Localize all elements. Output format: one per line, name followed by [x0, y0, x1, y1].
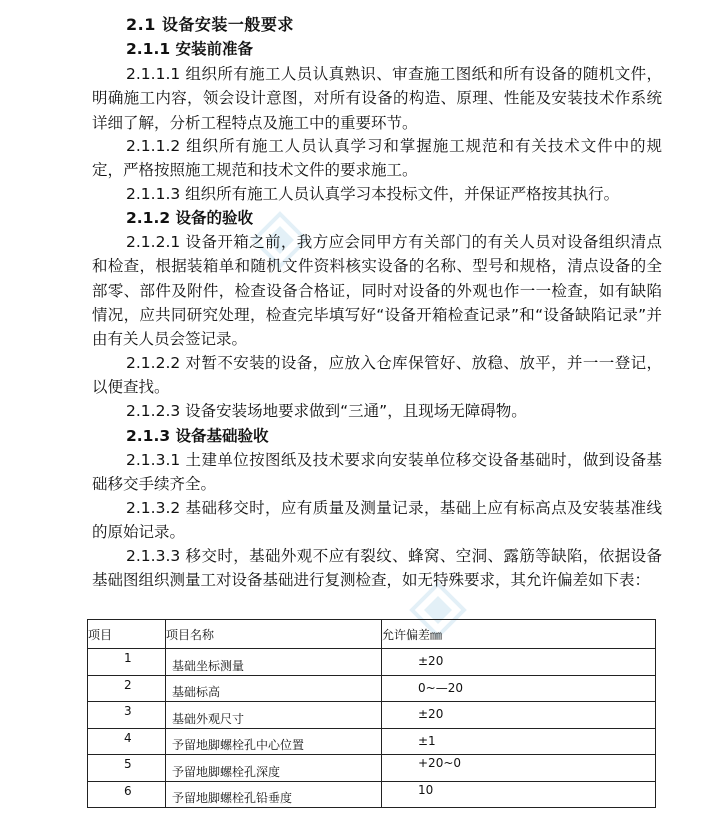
cell-value: [382, 675, 656, 702]
section-heading: 2.1 设备安装一般要求: [126, 15, 294, 34]
cell-no: [88, 755, 166, 782]
row-value: ±20: [418, 654, 444, 668]
paragraph: 2.1.3.1 土建单位按图纸及技术要求向安装单位移交设备基础时，做到设备基础移交手续齐全。: [92, 451, 662, 494]
cell-value: [382, 728, 656, 755]
cell-name: [166, 649, 382, 676]
row-number: 2: [124, 677, 132, 692]
row-name: 基础坐标测量: [172, 658, 245, 673]
cell-no: [88, 675, 166, 702]
paragraph: 2.1.3.2 基础移交时，应有质量及测量记录，基础上应有标高点及安装基准线的原始记录。: [92, 499, 662, 542]
row-name: 予留地脚螺栓孔中心位置: [172, 738, 305, 752]
row-value: 10: [418, 782, 434, 797]
row-number: 3: [124, 704, 132, 718]
tolerance-table: [87, 619, 656, 808]
table-row: [88, 781, 656, 808]
paragraph: 2.1.2.2 对暂不安装的设备，应放入仓库保管好、放稳、放平，并一一登记，以便查找。: [92, 354, 662, 397]
subsection-heading: 2.1.1 安装前准备: [126, 40, 254, 58]
cell-no: [88, 702, 166, 729]
cell-value: [382, 649, 656, 676]
row-name: 基础外观尺寸: [172, 711, 245, 726]
subsection-heading: 2.1.3 设备基础验收: [126, 427, 269, 445]
row-number: 1: [124, 651, 132, 665]
cell-no: [88, 649, 166, 676]
row-name: 基础标高: [172, 685, 221, 699]
cell-name: [166, 728, 382, 755]
paragraph: 2.1.1.1 组织所有施工人员认真熟识、审查施工图纸和所有设备的随机文件，明确施工内容，领会设计意图，对所有设备的构造、原理、性能及安装技术作系统详细了解，分析工程特点及施工中的重要环节。: [92, 65, 662, 132]
table-row: [88, 728, 656, 755]
subsection-heading: 2.1.2 设备的验收: [126, 209, 254, 227]
row-number: 4: [124, 730, 132, 745]
cell-no: [88, 728, 166, 755]
paragraph: 2.1.3.3 移交时，基础外观不应有裂纹、蜂窝、空洞、露筋等缺陷，依据设备基础图组织测量工对设备基础进行复测检查，如无特殊要求，其允许偏差如下表：: [92, 547, 662, 590]
paragraph: 2.1.1.2 组织所有施工人员认真学习和掌握施工规范和有关技术文件中的规定，严格按照施工规范和技术文件的要求施工。: [92, 137, 662, 180]
row-value: 0~—20: [418, 680, 463, 695]
header-tolerance: 允许偏差㎜: [382, 620, 656, 649]
paragraph: 2.1.2.1 设备开箱之前，我方应会同甲方有关部门的有关人员对设备组织清点和检查，根据装箱单和随机文件资料核实设备的名称、型号和规格，清点设备的全部零、部件及附件，检查设备合格证，同时对设备的外观也作一一检查，如有缺陷情况，应共同研究处理，检查完毕填写好“设备开箱检查记录”和“设备缺陷记录”并由有关人员会签记录。: [92, 233, 662, 349]
cell-name: [166, 675, 382, 702]
table-row: [88, 702, 656, 729]
table-row: [88, 755, 656, 782]
cell-name: [166, 781, 382, 808]
cell-value: [382, 755, 656, 782]
cell-no: [88, 781, 166, 808]
paragraph: 2.1.2.3 设备安装场地要求做到“三通”，且现场无障碍物。: [126, 402, 527, 420]
row-name: 予留地脚螺栓孔深度: [172, 764, 281, 779]
cell-name: [166, 702, 382, 729]
row-number: 6: [124, 783, 132, 798]
cell-value: [382, 781, 656, 808]
cell-name: [166, 755, 382, 782]
paragraph: 2.1.1.3 组织所有施工人员认真学习本投标文件，并保证严格按其执行。: [126, 185, 620, 203]
cell-value: [382, 702, 656, 729]
row-value: ±1: [418, 733, 436, 748]
row-value: ±20: [418, 707, 444, 721]
table-row: [88, 649, 656, 676]
row-name: 予留地脚螺栓孔铅垂度: [172, 791, 293, 805]
header-item-name: 项目名称: [166, 620, 382, 649]
row-value: +20~0: [418, 756, 462, 770]
table-row: [88, 675, 656, 702]
header-item-no: 项目: [88, 620, 166, 649]
table-header-row: [88, 620, 656, 649]
row-number: 5: [124, 757, 132, 771]
